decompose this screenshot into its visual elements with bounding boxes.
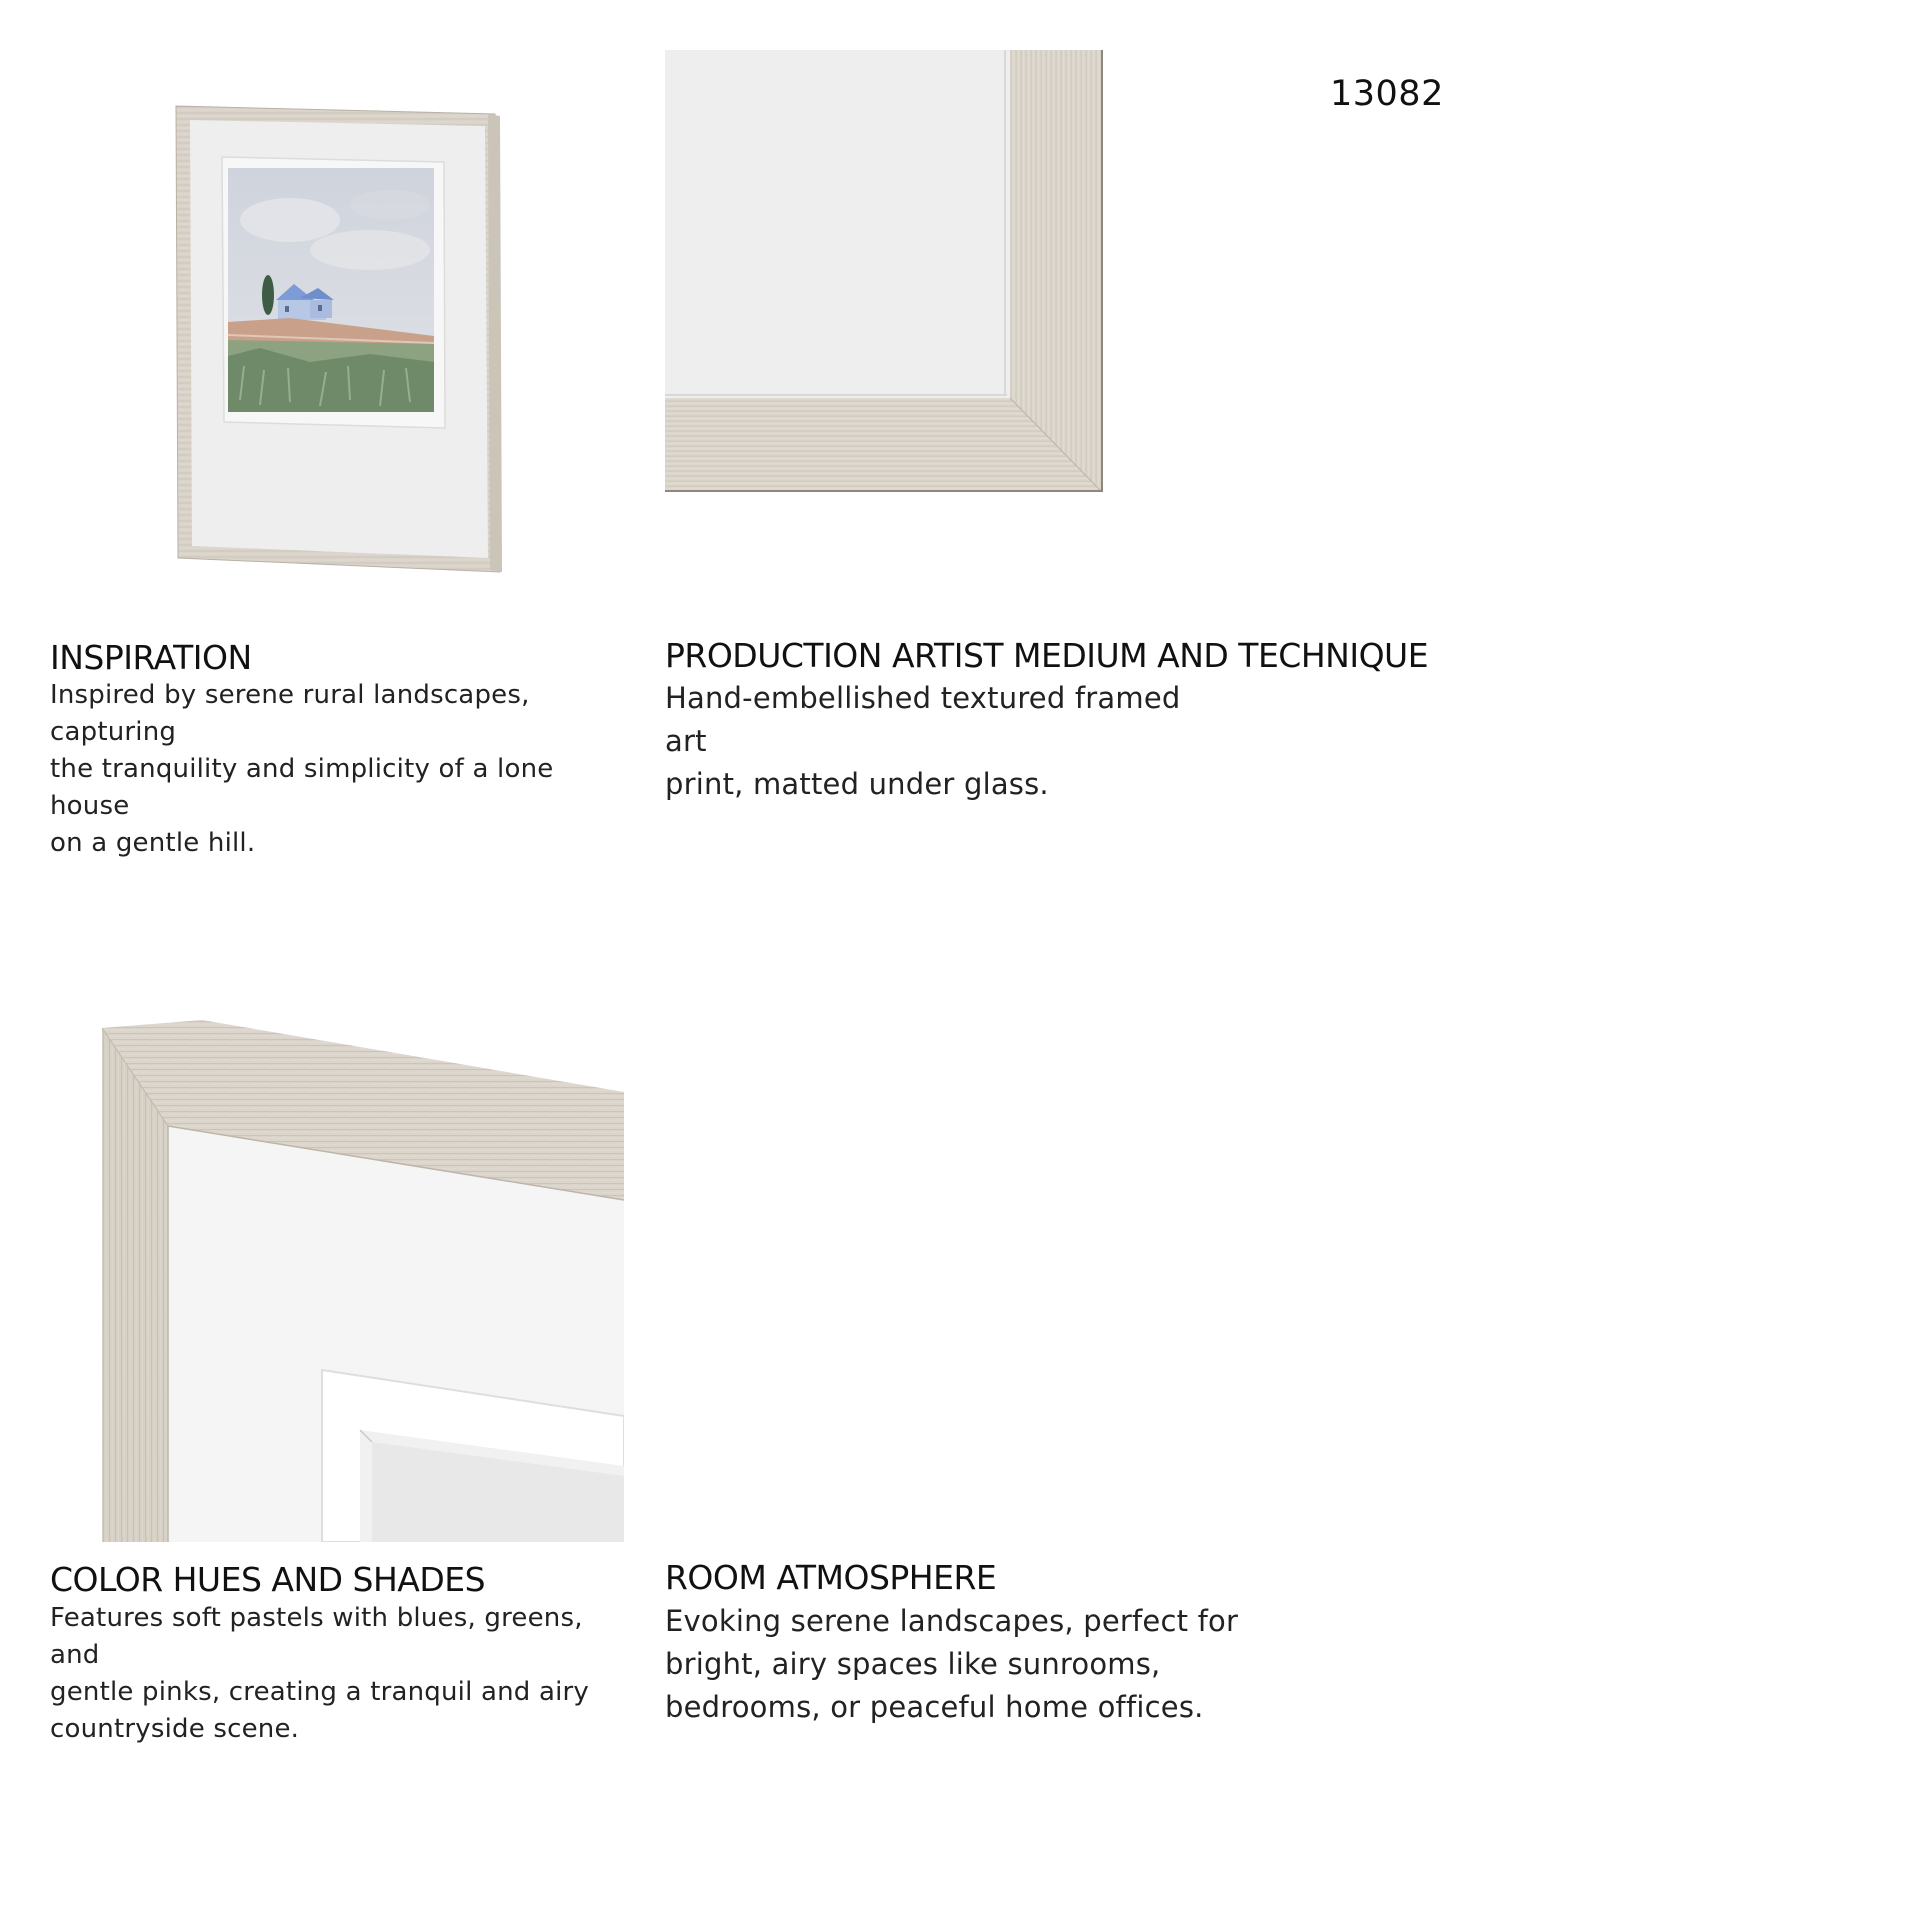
room-line: bedrooms, or peaceful home offices. xyxy=(665,1690,1204,1724)
framed-print-image xyxy=(170,100,510,580)
color-heading: COLOR HUES AND SHADES xyxy=(50,1560,486,1599)
production-description xyxy=(665,677,1225,806)
production-heading: PRODUCTION ARTIST MEDIUM AND TECHNIQUE xyxy=(665,636,1429,675)
color-line: countryside scene. xyxy=(50,1714,300,1744)
production-line: print, matted under glass. xyxy=(665,767,1049,801)
frame-corner-detail-image xyxy=(665,50,1105,492)
frame-corner-closeup-image xyxy=(102,1020,624,1542)
room-line: bright, airy spaces like sunrooms, xyxy=(665,1647,1161,1681)
product-number: 13082 xyxy=(1330,74,1444,114)
room-line: Evoking serene landscapes, perfect for xyxy=(665,1604,1239,1638)
room-heading: ROOM ATMOSPHERE xyxy=(665,1558,997,1597)
color-line: Features soft pastels with blues, greens, and xyxy=(50,1603,583,1670)
inspiration-line: the tranquility and simplicity of a lone house xyxy=(50,754,554,821)
room-description xyxy=(665,1600,1245,1729)
inspiration-description xyxy=(50,677,630,862)
color-description xyxy=(50,1600,630,1748)
production-line: Hand-embellished textured framed art xyxy=(665,681,1181,758)
color-line: gentle pinks, creating a tranquil and airy xyxy=(50,1677,590,1707)
inspiration-heading: INSPIRATION xyxy=(50,638,252,677)
inspiration-line: on a gentle hill. xyxy=(50,828,256,858)
inspiration-line: Inspired by serene rural landscapes, capturing xyxy=(50,680,530,747)
